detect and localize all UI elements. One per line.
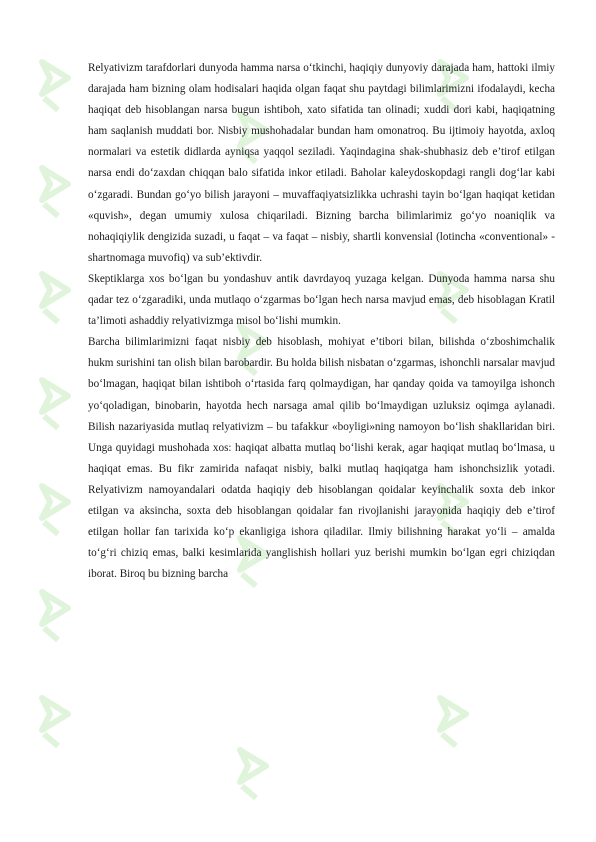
watermark-logo xyxy=(38,270,72,326)
watermark-logo xyxy=(38,376,72,432)
watermark-logo xyxy=(38,58,72,114)
watermark-logo xyxy=(38,482,72,538)
body-text xyxy=(88,58,555,585)
watermark-logo xyxy=(236,746,270,802)
paragraph: Barcha bilimlarimizni faqat nisbiy deb hisoblash, mohiyat e’tibori bilan, bilishda o‘zboshimchalik hukm surishini tan olish bilan barobardir. Bu holda bilish nisbatan o‘zgarmas, ishonchli narsalar mavjud bo‘lmagan, haqiqat bilan ishtiboh o‘rtasida farq qolmaydigan, har qanday qoida va tamoyilga ishonch yo‘qoladigan, binobarin, hayotda hech narsaga amal qilib bo‘lmaydigan uzluksiz oqimga aylanadi. Bilish nazariyasida mutlaq relyativizm – bu tafakkur «boyligi»ning namoyon bo‘lish shakllaridan biri. Unga quyidagi mushohada xos: haqiqat albatta mutlaq bo‘lishi kerak, agar haqiqat mutlaq bo‘lmasa, u haqiqat emas. Bu fikr zamirida nafaqat nisbiy, balki mutlaq haqiqatga ham ishonchsizlik yotadi. Relyativizm namoyandalari odatda haqiqiy deb hisoblangan qoidalar keyinchalik soxta deb inkor etilgan va aksincha, soxta deb hisoblangan qoidalar fan rivojlanishi jarayonida haqiqiy deb e’tirof etilgan hollar fan tarixida ko‘p ekanligiga ishora qiladilar. Ilmiy bilishning harakat yo‘li – amalda to‘g‘ri chiziq emas, balki kesimlarida yanglishish hollari yuz berishi mumkin bo‘lgan egri chiziqdan iborat. Biroq bu bizning barcha xyxy=(88,336,555,581)
paragraph: Skeptiklarga xos bo‘lgan bu yondashuv antik davrdayoq yuzaga kelgan. Dunyoda hamma narsa shu qadar tez o‘zgaradiki, unda mutlaqo o‘zgarmas bo‘lgan hech narsa mavjud emas, deb hisoblagan Kratil ta’limoti ashaddiy relyativizmga misol bo‘lishi mumkin. xyxy=(88,272,555,328)
paragraph: Relyativizm tarafdorlari dunyoda hamma narsa o‘tkinchi, haqiqiy dunyoviy darajada ham, hattoki ilmiy darajada ham bizning olam hodisalari haqida olgan faqat shu paytdagi bilimlarimizni ifodalaydi, kecha haqiqat deb hisoblangan narsa bugun ishtiboh, xato sifatida tan olinadi; xuddi dori kabi, haqiqatning ham saqlanish muddati bor. Nisbiy mushohadalar bundan ham omonatroq. Bu ijtimoiy hayotda, axloq normalari va estetik didlarda ayniqsa yaqqol seziladi. Yaqindagina shak-shubhasiz deb e’tirof etilgan narsa endi do‘zaxdan chiqqan balo sifatida inkor etiladi. Baholar kaleydoskopdagi rangli dog‘lar kabi o‘zgaradi. Bundan go‘yo bilish jarayoni – muvaffaqiyatsizlikka uchrashi tayin bo‘lgan haqiqat ketidan «quvish», degan umumiy xulosa chiqariladi. Bizning barcha bilimlarimiz go‘yo noaniqlik va nohaqiqiylik dengizida suzadi, u faqat – va faqat – nisbiy, shartli konvensial (lotincha «conventional» - shartnomaga muvofiq) va sub’ektivdir. xyxy=(88,62,555,264)
watermark-logo xyxy=(38,694,72,750)
watermark-logo xyxy=(38,164,72,220)
watermark-logo xyxy=(436,694,470,750)
watermark-logo xyxy=(38,588,72,644)
